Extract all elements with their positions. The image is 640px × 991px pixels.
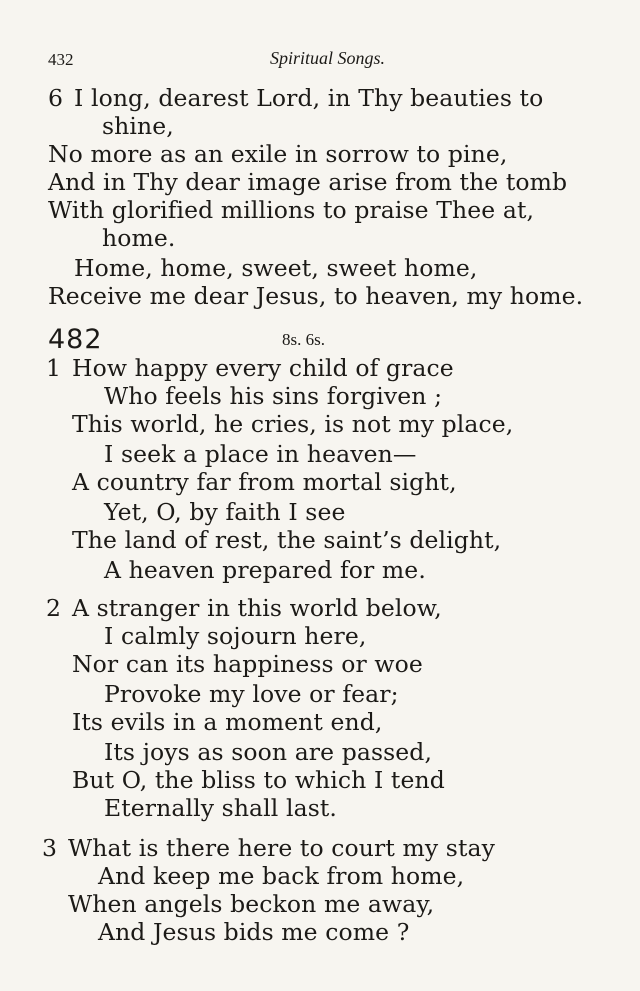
prev-stanza-line <box>48 84 543 112</box>
refrain-line: Home, home, sweet, sweet home, <box>74 254 478 282</box>
stanza-first-line <box>46 594 442 622</box>
verse-line: Nor can its happiness or woe <box>72 650 423 678</box>
verse-line: I calmly sojourn here, <box>104 622 367 650</box>
verse-line: With glorified millions to praise Thee at, <box>48 196 535 224</box>
verse-line: I seek a place in heaven— <box>104 440 417 468</box>
verse-text: What is there here to court my stay <box>68 834 495 862</box>
hymn-number: 482 <box>48 324 103 355</box>
verse-line: And keep me back from home, <box>98 862 465 890</box>
hymn-meter: 8s. 6s. <box>282 330 325 349</box>
stanza-first-line <box>42 834 495 862</box>
verse-line: Its joys as soon are passed, <box>104 738 433 766</box>
stanza-number: 1 <box>46 354 62 382</box>
verse-text: I long, dearest Lord, in Thy beauties to <box>74 84 544 112</box>
stanza-first-line <box>46 354 454 382</box>
verse-line: home. <box>102 224 176 252</box>
refrain-line: Receive me dear Jesus, to heaven, my home. <box>48 282 584 310</box>
stanza-number: 3 <box>42 834 58 862</box>
verse-line: This world, he cries, is not my place, <box>72 410 514 438</box>
stanza-number: 2 <box>46 594 62 622</box>
verse-line: Who feels his sins forgiven ; <box>104 382 443 410</box>
verse-line: And in Thy dear image arise from the tomb <box>48 168 568 196</box>
running-title: Spiritual Songs. <box>270 48 386 68</box>
verse-line: But O, the bliss to which I tend <box>72 766 445 794</box>
verse-line: A country far from mortal sight, <box>72 468 457 496</box>
verse-line: Its evils in a moment end, <box>72 708 383 736</box>
verse-line: Provoke my love or fear; <box>104 680 399 708</box>
verse-line: The land of rest, the saint’s delight, <box>72 526 502 554</box>
verse-line: When angels beckon me away, <box>68 890 435 918</box>
verse-line: Yet, O, by faith I see <box>104 498 346 526</box>
page-header <box>48 50 608 76</box>
verse-line: And Jesus bids me come ? <box>98 918 410 946</box>
verse-text: A stranger in this world below, <box>72 594 442 622</box>
verse-line: No more as an exile in sorrow to pine, <box>48 140 508 168</box>
page-number: 432 <box>48 50 74 69</box>
verse-line: shine, <box>102 112 174 140</box>
verse-text: How happy every child of grace <box>72 354 454 382</box>
verse-line: A heaven prepared for me. <box>104 556 426 584</box>
verse-line: Eternally shall last. <box>104 794 337 822</box>
stanza-number: 6 <box>48 84 64 112</box>
